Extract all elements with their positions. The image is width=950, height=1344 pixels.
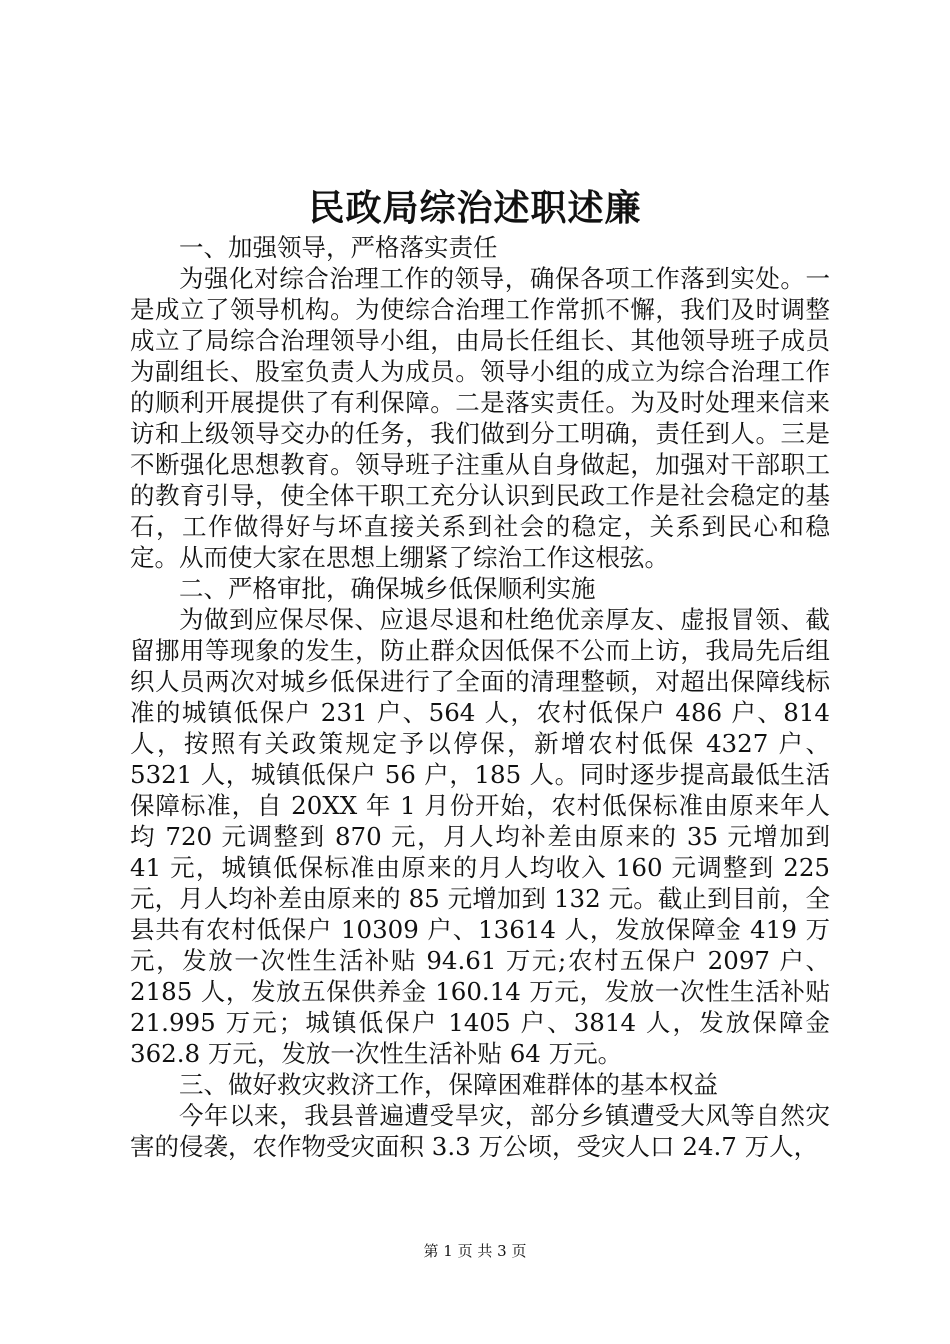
- section-heading-1: 一、加强领导，严格落实责任: [179, 233, 498, 262]
- document-body: [130, 232, 830, 1162]
- section-heading-2: 二、严格审批，确保城乡低保顺利实施: [179, 574, 596, 603]
- paragraph-1: 为强化对综合治理工作的领导，确保各项工作落到实处。一是成立了领导机构。为使综合治理工作常抓不懈，我们及时调整成立了局综合治理领导小组，由局长任组长、其他领导班子成员为副组长、股室负责人为成员。领导小组的成立为综合治理工作的顺利开展提供了有利保障。二是落实责任。为及时处理来信来访和上级领导交办的任务，我们做到分工明确，责任到人。三是不断强化思想教育。领导班子注重从自身做起，加强对干部职工的教育引导，使全体干职工充分认识到民政工作是社会稳定的基石，工作做得好与坏直接关系到社会的稳定，关系到民心和稳定。从而使大家在思想上绷紧了综治工作这根弦。: [130, 264, 830, 572]
- paragraph-2: 为做到应保尽保、应退尽退和杜绝优亲厚友、虚报冒领、截留挪用等现象的发生，防止群众因低保不公而上访，我局先后组织人员两次对城乡低保进行了全面的清理整顿，对超出保障线标准的城镇低保户 231 户、564 人，农村低保户 486 户、814 人，按照有关政策规定予以停保，新增农村低保 4327 户、5321 人，城镇低保户 56 户，185 人。同时逐步提高最低生活保障标准，自 20XX 年 1 月份开始，农村低保标准由原来年人均 720 元调整到 870 元，月人均补差由原来的 35 元增加到 41 元，城镇低保标准由原来的月人均收入 160 元调整到 225 元，月人均补差由原来的 85 元增加到 132 元。截止到目前，全县共有农村低保户 10309 户、13614 人，发放保障金 419 万元，发放一次性生活补贴 94.61 万元;农村五保户 2097 户、2185 人，发放五保供养金 160.14 万元，发放一次性生活补贴 21.995 万元；城镇低保户 1405 户、3814 人，发放保障金 362.8 万元，发放一次性生活补贴 64 万元。: [130, 605, 830, 1068]
- paragraph-3: 今年以来，我县普遍遭受旱灾，部分乡镇遭受大风等自然灾害的侵袭，农作物受灾面积 3.3 万公顷，受灾人口 24.7 万人，: [130, 1101, 830, 1161]
- page-footer: 第 1 页 共 3 页: [423, 1242, 527, 1260]
- section-heading-3: 三、做好救灾救济工作，保障困难群体的基本权益: [179, 1070, 718, 1099]
- document-title: 民政局综治述职述廉: [308, 187, 642, 229]
